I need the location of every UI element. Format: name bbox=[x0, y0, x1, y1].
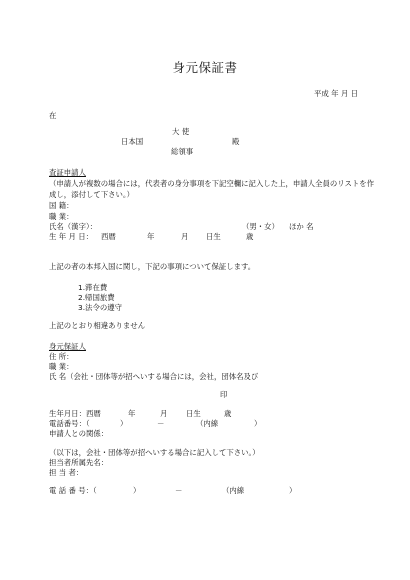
guarantor-phone-dash: － bbox=[157, 419, 165, 428]
guarantor-phone-label: 電話番号：（ bbox=[49, 419, 90, 428]
applicant-note: （申請人が複数の場合には，代表者の身分事項を下記空欄に記入した上，申請人全員のリストを作成し，添付して下さい。） bbox=[49, 179, 375, 199]
applicant-dob-day: 日生 bbox=[206, 232, 221, 241]
document-title: 身元保証書 bbox=[172, 60, 238, 75]
contact-phone-ext: （内線 bbox=[222, 486, 245, 495]
date-line: 平成 年 月 日 bbox=[314, 89, 359, 98]
guarantee-item: 1.滞在費 bbox=[78, 283, 108, 292]
contact-note: （以下は，会社・団体等が招へいする場合に記入して下さい。） bbox=[49, 448, 260, 457]
applicant-others-label: ほか 名 bbox=[289, 222, 314, 231]
guarantor-address-label: 住 所： bbox=[49, 352, 74, 361]
contact-phone-dash: － bbox=[175, 486, 183, 495]
guarantor-phone-ext: （内線 bbox=[196, 419, 219, 428]
addressee-prefix: 在 bbox=[49, 111, 57, 120]
applicant-dob-month: 月 bbox=[181, 232, 189, 241]
guarantor-phone-close: ） bbox=[120, 419, 128, 428]
guarantee-statement: 上記の者の本邦入国に関し，下記の事項について保証します。 bbox=[49, 262, 256, 271]
guarantor-heading: 身元保証人 bbox=[49, 342, 86, 351]
applicant-occupation-label: 職 業： bbox=[49, 212, 74, 221]
guarantor-relation-label: 申請人との関係： bbox=[49, 429, 109, 438]
guarantor-dob-day: 日生 bbox=[186, 409, 201, 418]
applicant-dob-year: 年 bbox=[147, 232, 155, 241]
applicant-dob-era: 西暦 bbox=[101, 232, 116, 241]
guarantor-dob-label: 生年月日：西暦 bbox=[49, 409, 101, 418]
guarantor-name-label: 氏 名（会社・団体等が招へいする場合には，会社，団体名及び bbox=[49, 372, 259, 381]
guarantor-phone-ext-close: ） bbox=[254, 419, 262, 428]
guarantor-seal: 印 bbox=[220, 390, 228, 399]
closing-statement: 上記のとおり相違ありません bbox=[49, 321, 146, 330]
contact-dept-label: 担当者所属先名： bbox=[49, 458, 109, 467]
guarantor-dob-month: 月 bbox=[160, 409, 168, 418]
applicant-sex-label: （男・女） bbox=[242, 222, 279, 231]
applicant-dob-age: 歳 bbox=[246, 232, 254, 241]
guarantee-item: 3.法令の遵守 bbox=[78, 303, 123, 312]
guarantor-dob-age: 歳 bbox=[224, 409, 232, 418]
applicant-name-label: 氏名（漢字）： bbox=[49, 222, 98, 231]
applicant-dob-label: 生 年 月 日： bbox=[49, 232, 94, 241]
guarantor-dob-year: 年 bbox=[128, 409, 136, 418]
addressee-country: 日本国 bbox=[121, 137, 144, 146]
contact-phone-close: ） bbox=[133, 486, 141, 495]
addressee-honorific: 殿 bbox=[232, 137, 240, 146]
guarantee-item: 2.帰国旅費 bbox=[78, 293, 115, 302]
addressee-consul-general: 総領事 bbox=[171, 147, 194, 156]
contact-phone-ext-close: ） bbox=[289, 486, 297, 495]
applicant-nationality-label: 国 籍： bbox=[49, 201, 74, 210]
contact-phone-label: 電 話 番 号：（ bbox=[49, 486, 97, 495]
contact-person-label: 担 当 者： bbox=[49, 468, 84, 477]
addressee-ambassador: 大 使 bbox=[172, 127, 190, 136]
guarantor-occupation-label: 職 業： bbox=[49, 362, 74, 371]
applicant-heading: 査証申請人 bbox=[49, 168, 86, 177]
